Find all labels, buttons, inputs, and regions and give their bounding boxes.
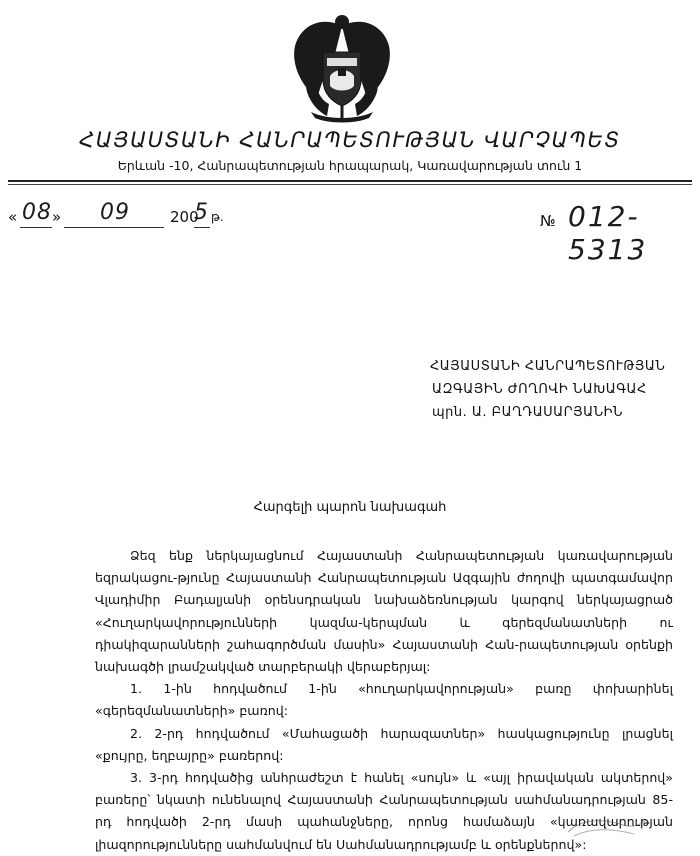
body-item-1: 1. 1-ին հոդվածում 1-ին «հուղարկավորության» բառը փոխարինել «գերեզմանատների» բառով: — [95, 681, 673, 719]
addressee-line-2: ԱԶԳԱՅԻՆ ԺՈՂՈՎԻ ՆԱԽԱԳԱՀ — [432, 382, 647, 397]
addressee-line-1: ՀԱՅԱՍՏԱՆԻ ՀԱՆՐԱՊԵՏՈՒԹՅԱՆ — [430, 359, 666, 374]
date-day-underline — [20, 227, 52, 228]
document-date — [8, 200, 328, 236]
header-title: ՀԱՅԱՍՏԱՆԻ ՀԱՆՐԱՊԵՏՈՒԹՅԱՆ ՎԱՐՉԱՊԵՏ — [79, 128, 621, 152]
date-open-quote: « — [8, 208, 18, 226]
addressee-line-3: պրն. Ա. ԲԱՂԴԱՍԱՐՅԱՆԻՆ — [432, 405, 624, 420]
date-year-digit: 5 — [194, 200, 209, 225]
date-day: 08 — [22, 200, 52, 225]
number-sign: № — [540, 212, 556, 230]
body-intro-paragraph: Ձեզ ենք ներկայացնում Հայաստանի Հանրապետության կառավարության եզրակացու-թյունը Հայաստանի Հանրապետության Ազգային ժողովի պատգամավոր Վլադիմիր Բադալյանի օրենսդրական նախաձեռնության կարգով ներկայացրած «Հուղարկավորությունների կազմա-կերպման և գերեզմանատների ու դիակիզարանների շահագործման մասին» Հայաստանի Հան-րապետության օրենքի նախագծի լրամշակված տարբերակի վերաբերյալ: — [95, 548, 673, 675]
date-year-underline — [194, 227, 210, 228]
document-number — [540, 200, 700, 266]
date-month-underline — [64, 227, 164, 228]
header-address: Երևան -10, Հանրապետության հրապարակ, Կառավարության տուն 1 — [117, 158, 583, 173]
addressee-block — [430, 355, 690, 424]
date-year-prefix: 200 — [170, 208, 199, 226]
date-suffix: թ. — [211, 210, 224, 224]
header-divider-thin — [8, 184, 692, 185]
date-month: 09 — [100, 200, 130, 225]
date-close-quote: » — [52, 208, 62, 226]
letter-body — [95, 545, 673, 856]
document-number-value: 012-5313 — [568, 200, 648, 266]
header-divider — [8, 180, 692, 182]
body-item-3: 3. 3-րդ հոդվածից անհրաժեշտ է հանել «սույն» և «այլ իրավական ակտերով» բառերը՝ նկատի ունենալով Հայաստանի Հանրապետության սահմանադրության 85-րդ հոդվածի 2-րդ մասի պահանջները, որոնց համաձայն «կառավարության լիազորությունները սահմանվում են Սահմանադրությամբ և օրենքներով»: — [95, 770, 673, 852]
greeting: Հարգելի պարոն նախագահ — [253, 500, 447, 515]
body-item-2: 2. 2-րդ հոդվածում «Մահացածի հարազատներ» հասկացությունը լրացնել «քույրը, եղբայրը» բառերով: — [95, 725, 673, 763]
coat-of-arms-emblem-icon — [283, 8, 401, 126]
